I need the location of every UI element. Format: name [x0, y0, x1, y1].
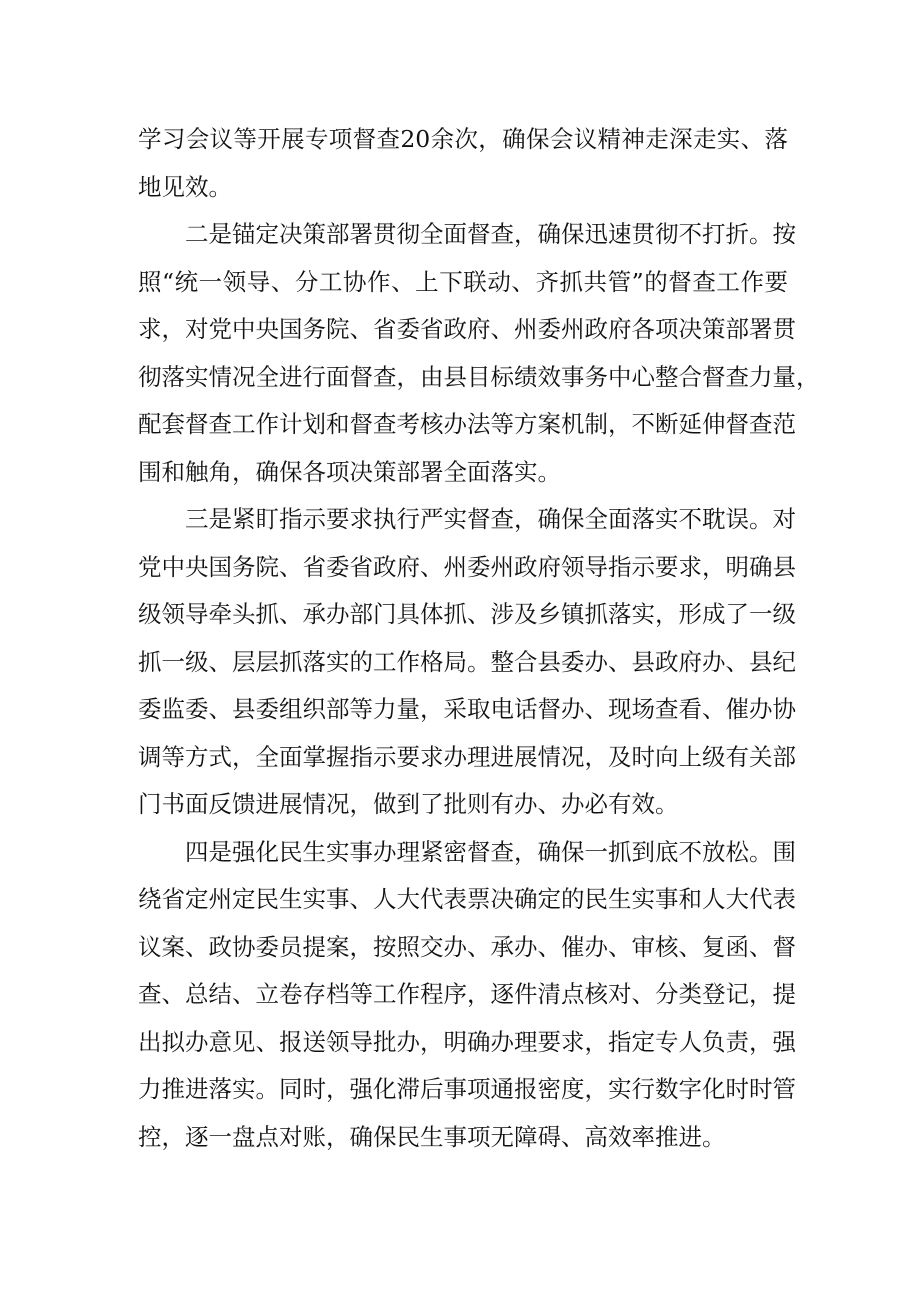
text-line: 照“统一领导、分工协作、上下联动、齐抓共管”的督查工作要: [138, 267, 788, 296]
text-line: 绕省定州定民生实事、人大代表票决确定的民生实事和人大代表: [138, 885, 796, 913]
text-line: 级领导牵头抓、承办部门具体抓、涉及乡镇抓落实，形成了一级: [138, 600, 796, 628]
text-line: 地见效。: [138, 172, 232, 201]
document-body: [138, 116, 820, 1161]
text-line: 调等方式，全面掌握指示要求办理进展情况，及时向上级有关部: [138, 742, 796, 771]
text-line: 党中央国务院、省委省政府、州委州政府领导指示要求，明确县: [138, 552, 796, 581]
paragraph-continuation: [138, 116, 788, 211]
text-line: 门书面反馈进展情况，做到了批则有办、办必有效。: [138, 790, 679, 818]
paragraph-point-four: [138, 829, 796, 1162]
text-line: 二是锚定决策部署贯彻全面督查，确保迅速贯彻不打折。按: [185, 220, 796, 248]
text-line: 控，逐一盘点对账，确保民生事项无障碍、高效率推进。: [138, 1122, 726, 1151]
text-line: 力推进落实。同时，强化滞后事项通报密度，实行数字化时时管: [138, 1075, 796, 1103]
text-line: 配套督查工作计划和督查考核办法等方案机制，不断延伸督查范: [138, 410, 796, 438]
text-line: 学习会议等开展专项督查20余次，确保会议精神走深走实、落: [138, 125, 788, 153]
text-line: 查、总结、立卷存档等工作程序，逐件清点核对、分类登记，提: [138, 980, 796, 1008]
text-line: 出拟办意见、报送领导批办，明确办理要求，指定专人负责，强: [138, 1027, 796, 1056]
paragraph-point-two: [138, 211, 820, 496]
paragraph-point-three: [138, 496, 796, 829]
text-line: 委监委、县委组织部等力量，采取电话督办、现场查看、催办协: [138, 695, 796, 723]
text-line: 抓一级、层层抓落实的工作格局。整合县委办、县政府办、县纪: [138, 647, 796, 676]
text-line: 四是强化民生实事办理紧密督查，确保一抓到底不放松。围: [185, 837, 796, 866]
text-line: 围和触角，确保各项决策部署全面落实。: [138, 457, 561, 486]
text-line: 彻落实情况全进行面督查，由县目标绩效事务中心整合督查力量，: [138, 362, 820, 391]
text-line: 求，对党中央国务院、省委省政府、州委州政府各项决策部署贯: [138, 315, 796, 343]
text-line: 三是紧盯指示要求执行严实督查，确保全面落实不耽误。对: [185, 505, 796, 533]
text-line: 议案、政协委员提案，按照交办、承办、催办、审核、复函、督: [138, 932, 796, 961]
